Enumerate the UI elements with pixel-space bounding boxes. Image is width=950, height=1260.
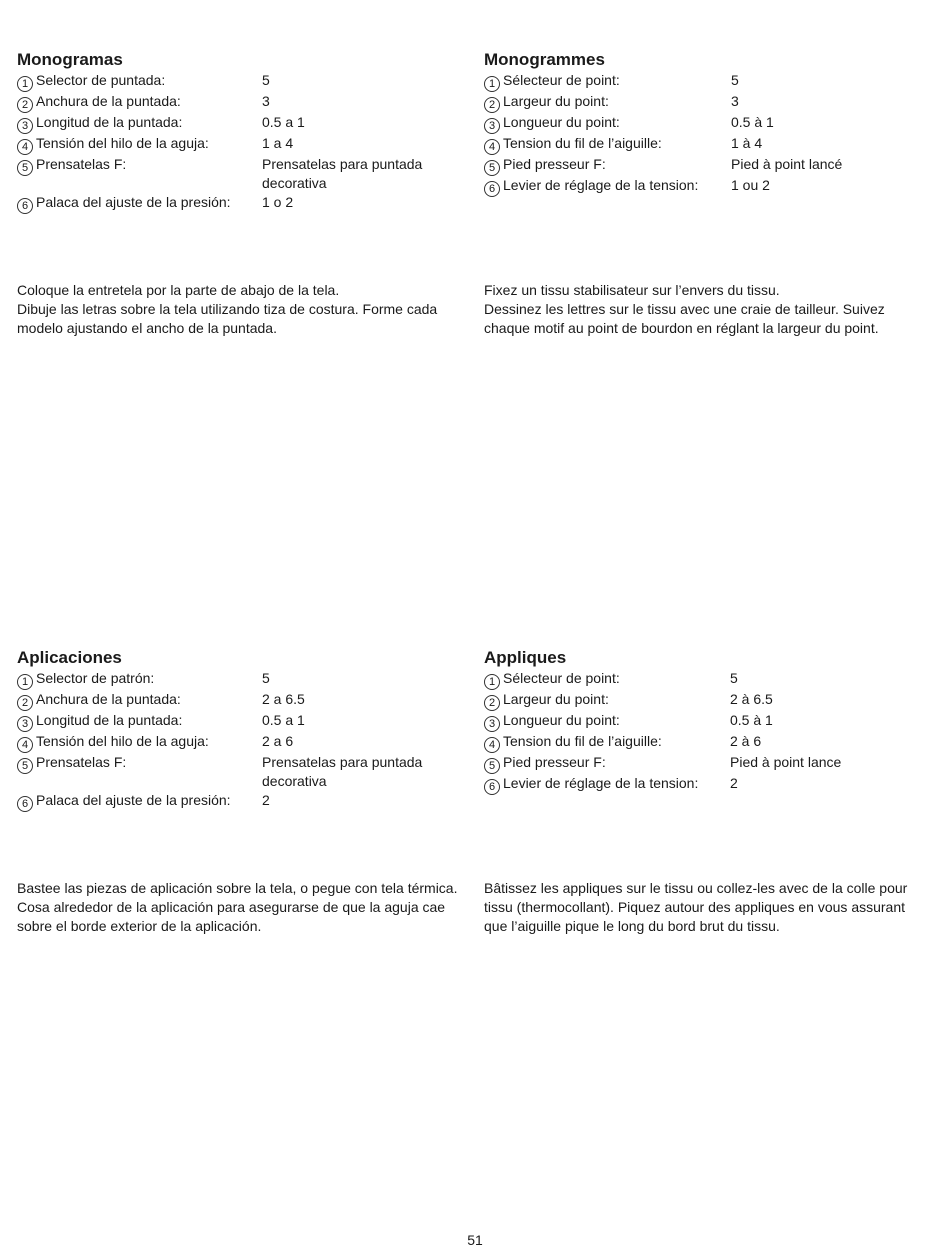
setting-row: [484, 732, 934, 753]
setting-row: [484, 753, 934, 774]
paragraph-line: Bastee las piezas de aplicación sobre la tela, o pegue con tela térmica. Cosa alrededor de la aplicación para asegurarse de que la aguja cae sobre el borde exterior de la aplicación.: [17, 880, 458, 934]
circled-number: 1: [484, 674, 500, 690]
setting-label: Sélecteur de point:: [503, 670, 620, 686]
setting-value: 1 ou 2: [731, 177, 770, 193]
circled-number: 5: [484, 758, 500, 774]
setting-value: 0.5 a 1: [262, 712, 305, 728]
setting-label: Largeur du point:: [503, 93, 609, 109]
setting-value: 2 a 6.5: [262, 691, 305, 707]
circled-number: 3: [17, 716, 33, 732]
setting-value: Prensatelas para puntada decorativa: [262, 156, 423, 191]
paragraph-line: Coloque la entretela por la parte de abajo de la tela.: [17, 282, 340, 298]
setting-row: [484, 92, 934, 113]
setting-row: [17, 753, 467, 791]
setting-value: 5: [731, 72, 739, 88]
circled-number: 4: [484, 737, 500, 753]
setting-row: [17, 113, 467, 134]
setting-row: [17, 732, 467, 753]
setting-label: Tensión del hilo de la aguja:: [36, 733, 209, 749]
circled-number: 3: [484, 118, 500, 134]
setting-row: [484, 155, 934, 176]
circled-number: 2: [17, 97, 33, 113]
setting-label: Tensión del hilo de la aguja:: [36, 135, 209, 151]
setting-label: Pied presseur F:: [503, 754, 606, 770]
setting-value: 5: [262, 670, 270, 686]
circled-number: 5: [484, 160, 500, 176]
setting-value: 2 à 6.5: [730, 691, 773, 707]
setting-row: [17, 711, 467, 732]
paragraph-line: Fixez un tissu stabilisateur sur l’envers du tissu.: [484, 282, 780, 298]
circled-number: 1: [484, 76, 500, 92]
setting-row: [17, 155, 467, 193]
aplicaciones-instructions: [17, 879, 467, 936]
setting-row: [484, 134, 934, 155]
setting-row: [484, 71, 934, 92]
setting-value: 3: [262, 93, 270, 109]
setting-value: 2: [730, 775, 738, 791]
setting-row: [484, 113, 934, 134]
setting-value: 2 a 6: [262, 733, 294, 749]
setting-row: [484, 176, 934, 197]
setting-label: Prensatelas F:: [36, 754, 127, 770]
setting-row: [17, 791, 467, 812]
circled-number: 4: [17, 737, 33, 753]
setting-label: Tension du fil de l’aiguille:: [503, 135, 662, 151]
circled-number: 1: [17, 76, 33, 92]
setting-value: 1 a 4: [262, 135, 294, 151]
monogramas-settings-list: [17, 71, 467, 214]
circled-number: 6: [484, 779, 500, 795]
paragraph-line: Dibuje las letras sobre la tela utilizando tiza de costura. Forme cada modelo ajustando el ancho de la puntada.: [17, 301, 438, 336]
setting-value: 3: [731, 93, 739, 109]
setting-label: Longueur du point:: [503, 712, 620, 728]
setting-row: [17, 92, 467, 113]
setting-label: Levier de réglage de la tension:: [503, 775, 699, 791]
circled-number: 3: [484, 716, 500, 732]
setting-label: Largeur du point:: [503, 691, 609, 707]
setting-label: Sélecteur de point:: [503, 72, 620, 88]
appliques-instructions: [484, 879, 929, 936]
setting-value: 0.5 a 1: [262, 114, 305, 130]
setting-row: [17, 71, 467, 92]
circled-number: 4: [17, 139, 33, 155]
monogrammes-title: Monogrammes: [484, 50, 605, 69]
setting-row: [484, 690, 934, 711]
monogrammes-settings-list: [484, 71, 934, 197]
setting-label: Anchura de la puntada:: [36, 93, 181, 109]
setting-label: Longueur du point:: [503, 114, 620, 130]
circled-number: 2: [484, 97, 500, 113]
page-number: 51: [467, 1232, 483, 1248]
setting-label: Selector de puntada:: [36, 72, 166, 88]
setting-row: [484, 774, 934, 795]
setting-label: Anchura de la puntada:: [36, 691, 181, 707]
setting-value: 2: [262, 792, 270, 808]
setting-value: 5: [730, 670, 738, 686]
paragraph-line: Dessinez les lettres sur le tissu avec une craie de tailleur. Suivez chaque motif au point de bourdon en réglant la largeur du point.: [484, 301, 885, 336]
aplicaciones-title: Aplicaciones: [17, 648, 122, 667]
setting-row: [484, 711, 934, 732]
monogramas-section: [17, 50, 467, 214]
appliques-settings-list: [484, 669, 934, 795]
setting-label: Prensatelas F:: [36, 156, 127, 172]
setting-value: 0.5 à 1: [731, 114, 774, 130]
circled-number: 2: [484, 695, 500, 711]
setting-row: [484, 669, 934, 690]
setting-row: [17, 134, 467, 155]
setting-label: Levier de réglage de la tension:: [503, 177, 699, 193]
monogramas-instructions: [17, 281, 457, 338]
paragraph-line: Bâtissez les appliques sur le tissu ou collez-les avec de la colle pour tissu (thermocollant). Piquez autour des appliques en vous assurant que l’aiguille pique le long du bord brut du tissu.: [484, 880, 908, 934]
appliques-title: Appliques: [484, 648, 567, 667]
setting-label: Longitud de la puntada:: [36, 712, 183, 728]
setting-value: 0.5 à 1: [730, 712, 773, 728]
setting-label: Selector de patrón:: [36, 670, 155, 686]
circled-number: 6: [17, 198, 33, 214]
setting-label: Pied presseur F:: [503, 156, 606, 172]
circled-number: 1: [17, 674, 33, 690]
setting-row: [17, 669, 467, 690]
setting-label: Palaca del ajuste de la presión:: [36, 194, 231, 210]
aplicaciones-settings-list: [17, 669, 467, 812]
appliques-section: [484, 648, 934, 795]
setting-value: 5: [262, 72, 270, 88]
circled-number: 5: [17, 160, 33, 176]
setting-value: 2 à 6: [730, 733, 762, 749]
circled-number: 5: [17, 758, 33, 774]
circled-number: 4: [484, 139, 500, 155]
monogramas-title: Monogramas: [17, 50, 123, 69]
circled-number: 6: [17, 796, 33, 812]
setting-value: 1 o 2: [262, 194, 294, 210]
setting-row: [17, 193, 467, 214]
circled-number: 2: [17, 695, 33, 711]
setting-label: Longitud de la puntada:: [36, 114, 183, 130]
setting-row: [17, 690, 467, 711]
circled-number: 3: [17, 118, 33, 134]
aplicaciones-section: [17, 648, 467, 812]
setting-label: Palaca del ajuste de la presión:: [36, 792, 231, 808]
setting-value: Pied à point lance: [730, 754, 842, 770]
setting-value: Pied à point lancé: [731, 156, 843, 172]
setting-label: Tension du fil de l’aiguille:: [503, 733, 662, 749]
setting-value: 1 à 4: [731, 135, 763, 151]
monogrammes-instructions: [484, 281, 934, 338]
circled-number: 6: [484, 181, 500, 197]
monogrammes-section: [484, 50, 934, 197]
setting-value: Prensatelas para puntada decorativa: [262, 754, 423, 789]
